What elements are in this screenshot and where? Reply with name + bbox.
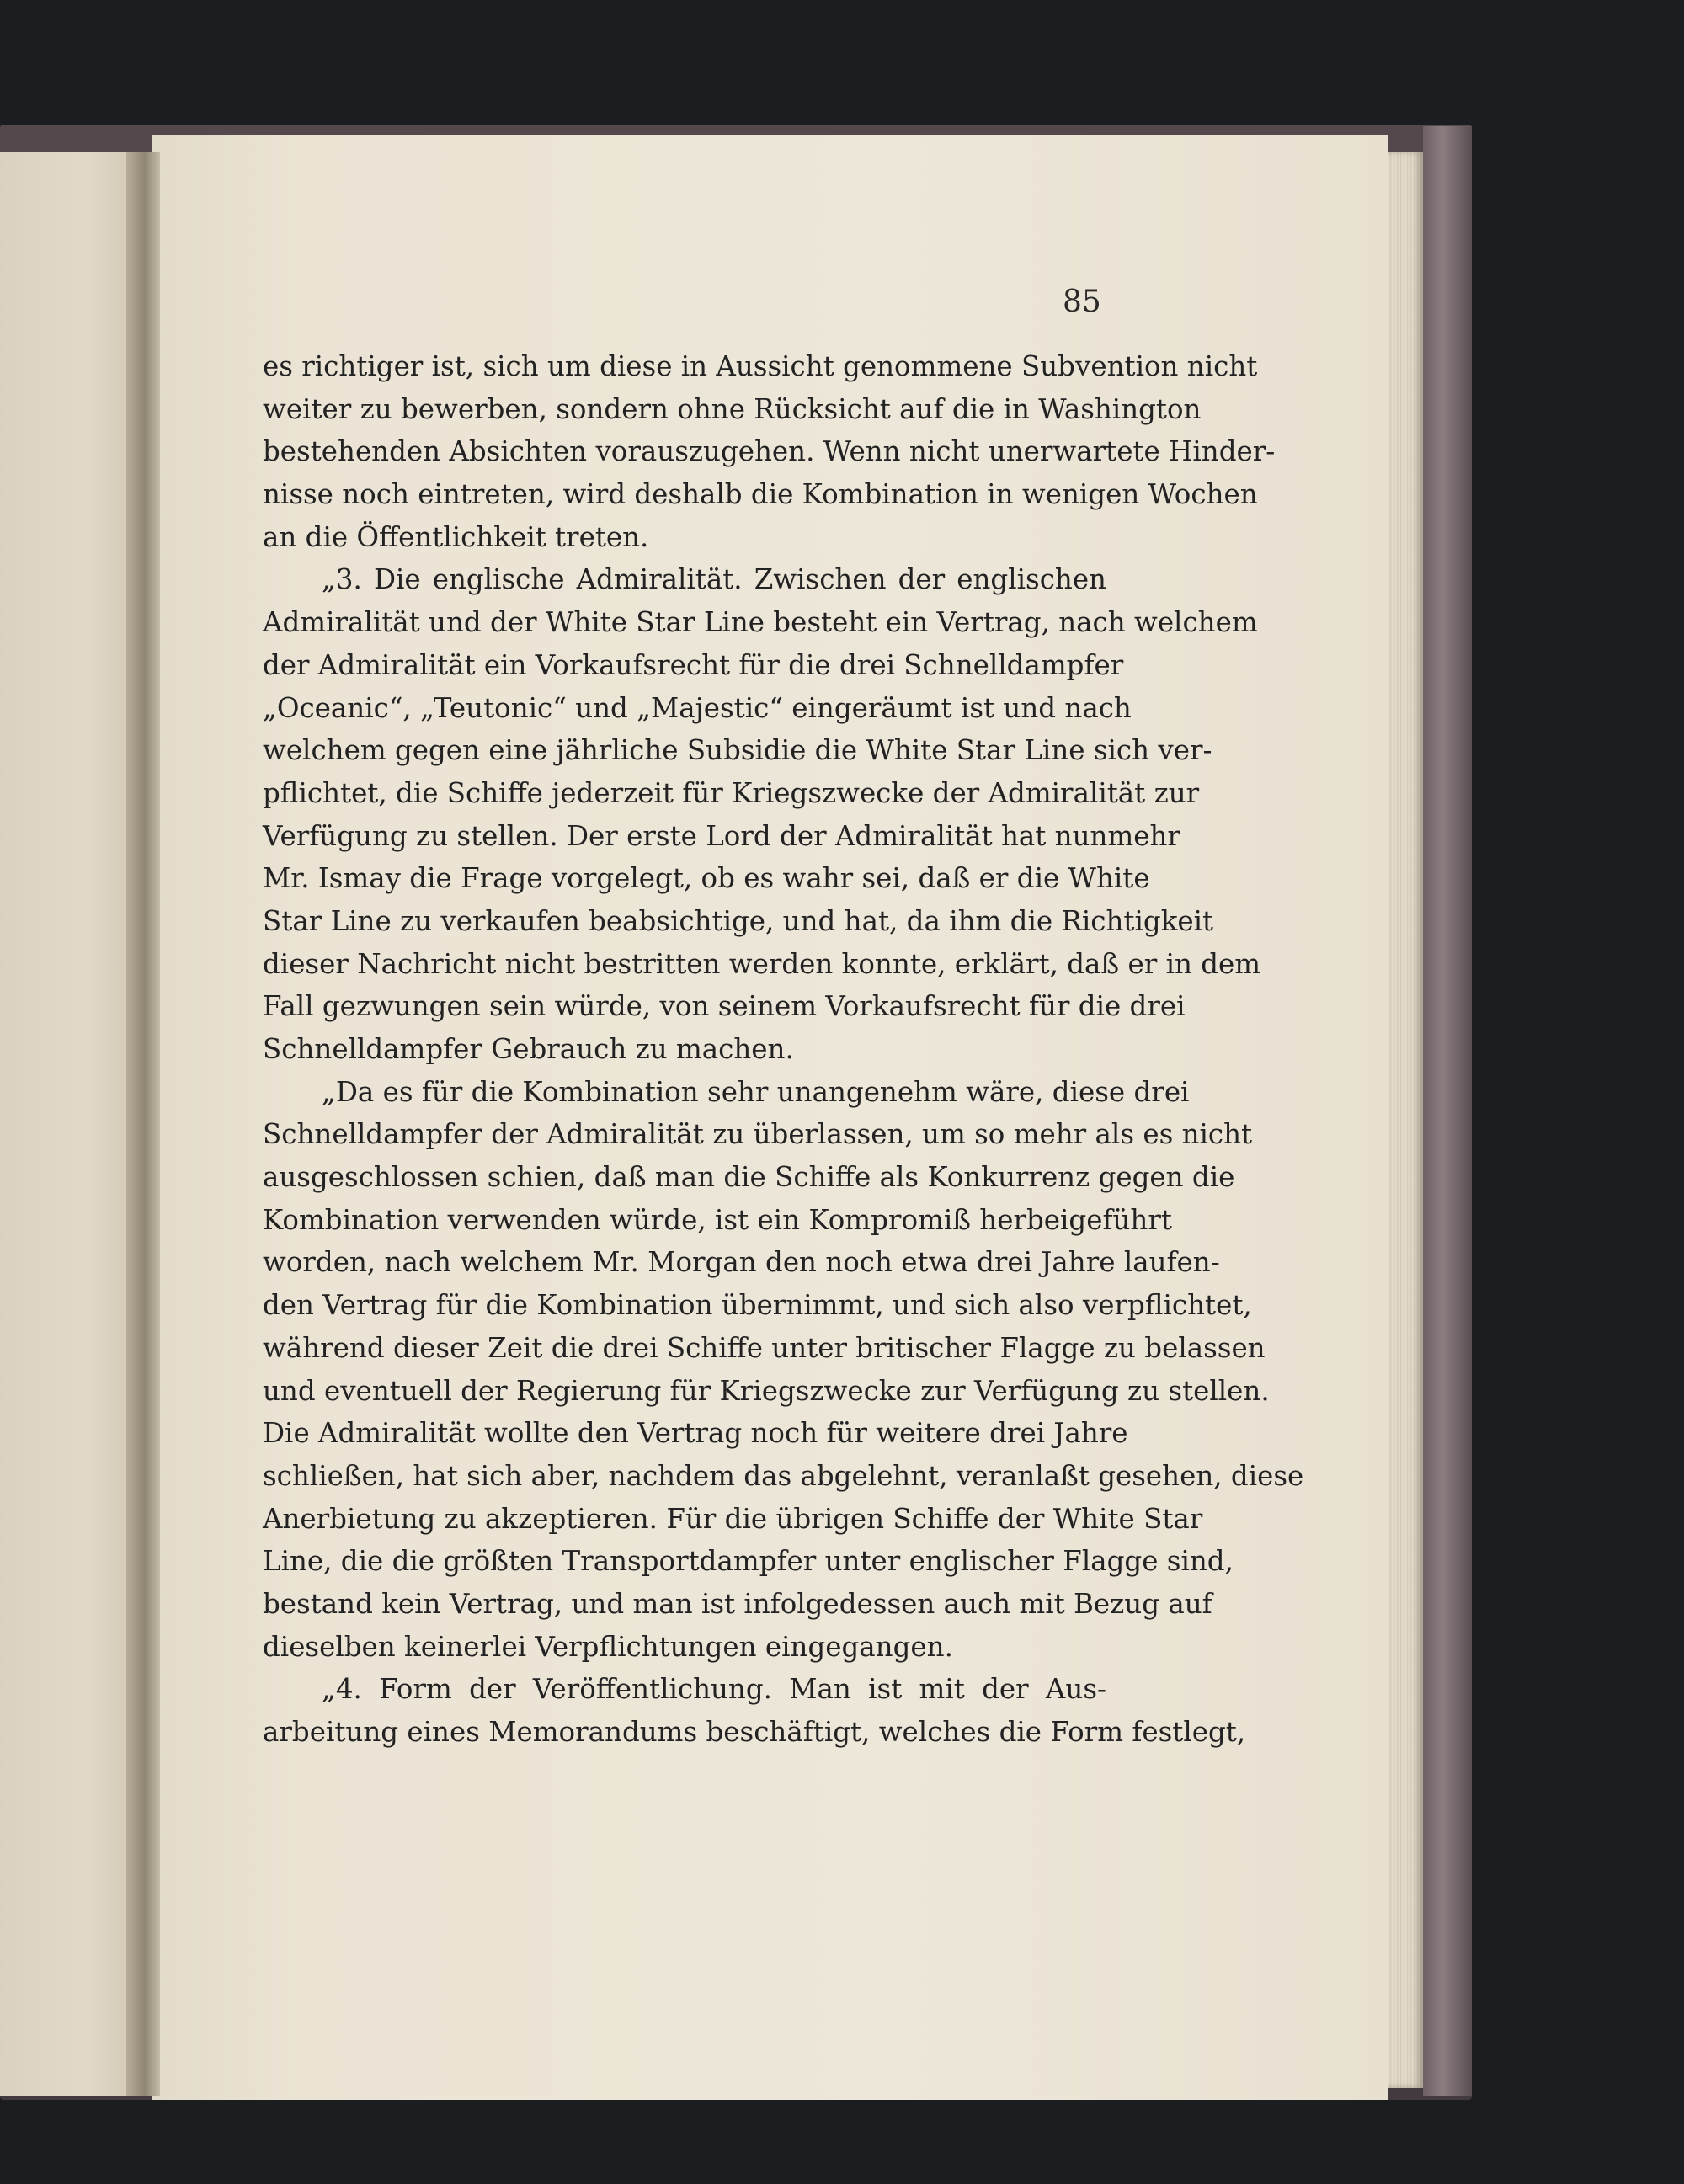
page-number: 85 — [1063, 285, 1101, 319]
text-line: bestand kein Vertrag, und man ist infolgedessen auch mit Bezug auf — [263, 1587, 1212, 1620]
book-cover-edge — [1423, 126, 1472, 2096]
text-line: Admiralität und der White Star Line besteht ein Vertrag, nach welchem — [263, 606, 1258, 639]
text-line: bestehenden Absichten vorauszugehen. Wenn nicht unerwartete Hinder- — [263, 435, 1276, 468]
text-line: ausgeschlossen schien, daß man die Schiffe als Konkurrenz gegen die — [263, 1161, 1235, 1194]
text-line: schließen, hat sich aber, nachdem das abgelehnt, veranlaßt gesehen, diese — [263, 1459, 1304, 1492]
text-line: während dieser Zeit die drei Schiffe unter britischer Flagge zu belassen — [263, 1331, 1266, 1364]
section-heading-line: „3. Die englische Admiralität. Zwischen der englischen — [322, 563, 1106, 596]
text-line: worden, nach welchem Mr. Morgan den noch etwa drei Jahre laufen- — [263, 1246, 1220, 1279]
body-text — [263, 345, 1304, 1754]
text-line: pflichtet, die Schiffe jederzeit für Kriegszwecke der Admiralität zur — [263, 776, 1200, 809]
text-line: und eventuell der Regierung für Kriegszwecke zur Verfügung zu stellen. — [263, 1374, 1270, 1407]
text-line: nisse noch eintreten, wird deshalb die Kombination in wenigen Wochen — [263, 478, 1258, 511]
text-line: an die Öffentlichkeit treten. — [263, 520, 649, 553]
text-line: „Oceanic“, „Teutonic“ und „Majestic“ eingeräumt ist und nach — [263, 691, 1132, 724]
text-line: Fall gezwungen sein würde, von seinem Vorkaufsrecht für die drei — [263, 990, 1186, 1023]
text-line: Anerbietung zu akzeptieren. Für die übrigen Schiffe der White Star — [263, 1502, 1203, 1535]
text-line: arbeitung eines Memorandums beschäftigt, welches die Form festlegt, — [263, 1716, 1246, 1748]
text-line: Verfügung zu stellen. Der erste Lord der Admiralität hat nunmehr — [263, 819, 1180, 852]
text-line: der Admiralität ein Vorkaufsrecht für die drei Schnelldampfer — [263, 648, 1124, 681]
text-line: „Da es für die Kombination sehr unangenehm wäre, diese drei — [322, 1075, 1190, 1108]
text-line: es richtiger ist, sich um diese in Aussicht genommene Subvention nicht — [263, 350, 1258, 382]
text-line: Star Line zu verkaufen beabsichtige, und hat, da ihm die Richtigkeit — [263, 904, 1214, 937]
text-line: Die Admiralität wollte den Vertrag noch für weitere drei Jahre — [263, 1417, 1128, 1450]
text-line: den Vertrag für die Kombination übernimmt, und sich also verpflichtet, — [263, 1289, 1252, 1322]
text-line: welchem gegen eine jährliche Subsidie die White Star Line sich ver- — [263, 734, 1212, 767]
text-line: dieser Nachricht nicht bestritten werden konnte, erklärt, daß er in dem — [263, 947, 1261, 980]
section-heading-line: „4. Form der Veröffentlichung. Man ist mit der Aus- — [322, 1673, 1106, 1706]
text-line: Line, die die größten Transportdampfer unter englischer Flagge sind, — [263, 1545, 1234, 1578]
text-line: Mr. Ismay die Frage vorgelegt, ob es wahr sei, daß er die White — [263, 862, 1150, 895]
text-line: dieselben keinerlei Verpflichtungen eingegangen. — [263, 1630, 953, 1663]
text-line: Schnelldampfer Gebrauch zu machen. — [263, 1033, 794, 1065]
left-page — [0, 152, 143, 2096]
text-line: weiter zu bewerben, sondern ohne Rücksicht auf die in Washington — [263, 392, 1202, 425]
text-line: Schnelldampfer der Admiralität zu überlassen, um so mehr als es nicht — [263, 1118, 1253, 1151]
page-stack-edge — [1388, 152, 1423, 2088]
text-line: Kombination verwenden würde, ist ein Kompromiß herbeigeführt — [263, 1203, 1172, 1236]
book-gutter — [126, 152, 160, 2096]
